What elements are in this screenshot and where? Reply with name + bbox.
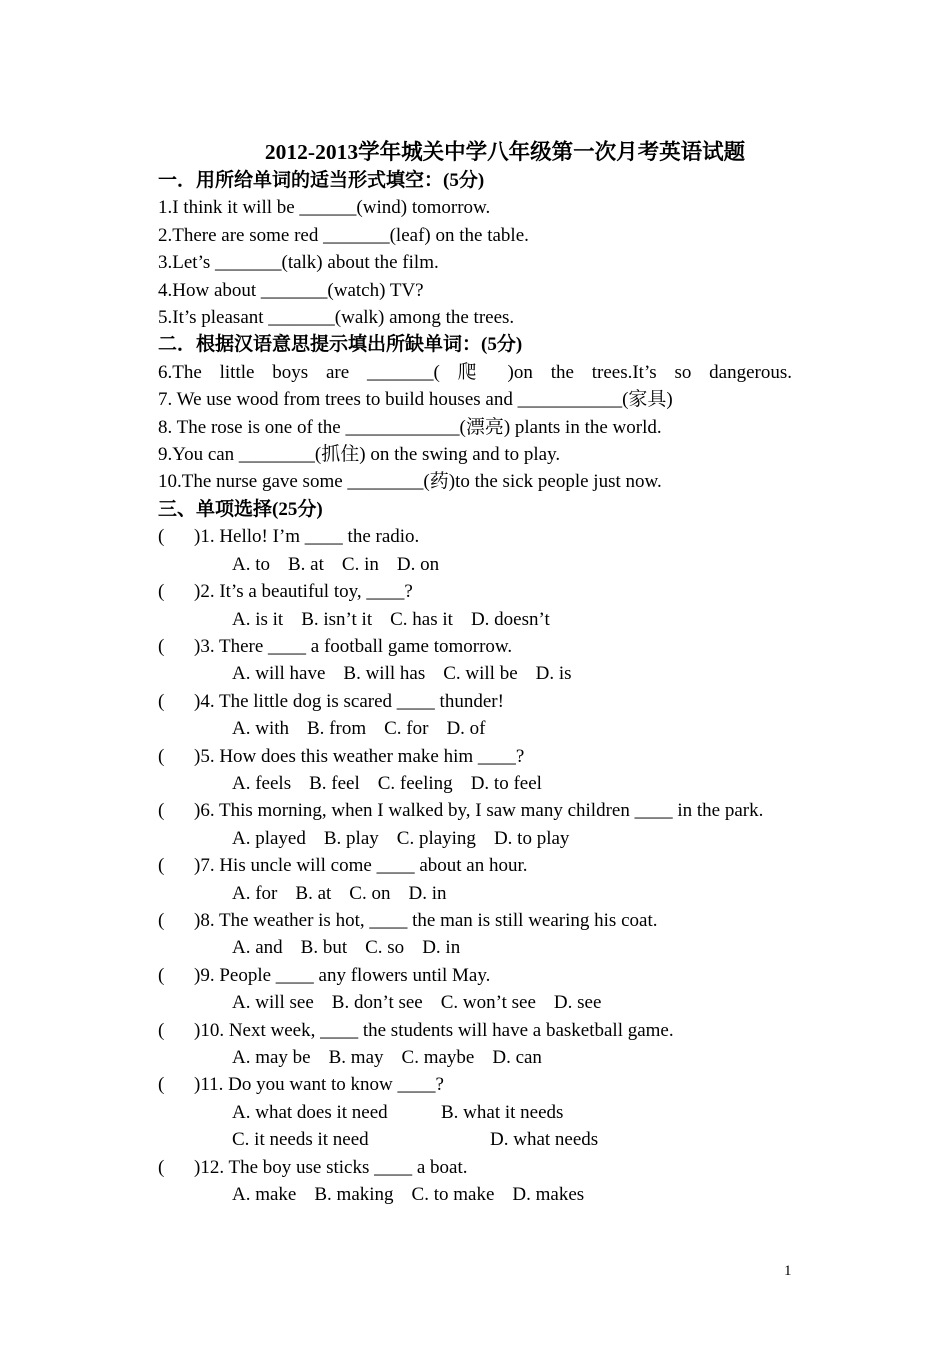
option-c: C. on	[349, 882, 391, 904]
option-b: B. play	[323, 827, 379, 849]
question-stem: )8. The weather is hot, ____ the man is still wearing his coat.	[194, 909, 658, 931]
options-row	[158, 1181, 792, 1208]
options-row	[158, 551, 792, 578]
question-stem: )1. Hello! I’m ____ the radio.	[194, 526, 420, 548]
answer-blank[interactable]: (	[158, 964, 165, 986]
option-d: D. makes	[512, 1184, 585, 1206]
option-c: C. has it	[390, 608, 453, 630]
answer-blank[interactable]: (	[158, 581, 165, 603]
choice-question	[158, 523, 792, 550]
choice-question	[158, 688, 792, 715]
options-row	[158, 934, 792, 961]
choice-question	[158, 962, 792, 989]
fill-question: 1.I think it will be ______(wind) tomorrow.	[158, 197, 491, 219]
option-c: C. it needs it need	[232, 1129, 369, 1151]
option-a: A. played	[232, 827, 306, 849]
choice-question	[158, 578, 792, 605]
option-b: B. from	[307, 718, 367, 740]
option-b: B. will has	[343, 663, 426, 685]
option-c: C. for	[384, 718, 429, 740]
choice-question	[158, 907, 792, 934]
answer-blank[interactable]: (	[158, 855, 165, 877]
option-a: A. to	[232, 553, 270, 575]
options-row	[158, 1126, 792, 1153]
options-row	[158, 880, 792, 907]
hint-question: 7. We use wood from trees to build houses and ___________(家具)	[158, 389, 673, 411]
question-stem: )3. There ____ a football game tomorrow.	[194, 635, 513, 657]
answer-blank[interactable]: (	[158, 909, 165, 931]
choice-question	[158, 1017, 792, 1044]
option-a: A. with	[232, 718, 289, 740]
options-row	[158, 770, 792, 797]
answer-blank[interactable]: (	[158, 635, 165, 657]
choice-question	[158, 797, 792, 824]
answer-blank[interactable]: (	[158, 690, 165, 712]
option-c: C. maybe	[401, 1047, 475, 1068]
choice-question	[158, 633, 792, 660]
options-row	[158, 606, 792, 633]
exam-title: 2012-2013学年城关中学八年级第一次月考英语试题	[264, 140, 746, 164]
answer-blank[interactable]: (	[158, 745, 165, 767]
question-stem: )11. Do you want to know ____?	[194, 1074, 444, 1096]
choice-question	[158, 743, 792, 770]
hint-question: 9.You can ________(抓住) on the swing and to play.	[158, 444, 561, 466]
question-stem: )7. His uncle will come ____ about an hour.	[194, 855, 528, 877]
page-number: 1	[784, 1263, 792, 1279]
answer-blank[interactable]: (	[158, 1019, 165, 1041]
question-stem: )2. It’s a beautiful toy, ____?	[194, 581, 413, 603]
option-c: C. will be	[443, 663, 518, 685]
answer-blank[interactable]: (	[158, 1156, 165, 1178]
fill-question: 5.It’s pleasant _______(walk) among the trees.	[158, 307, 515, 329]
option-d: D. what needs	[490, 1129, 599, 1151]
fill-question: 2.There are some red _______(leaf) on the table.	[158, 224, 529, 246]
question-stem: )6. This morning, when I walked by, I saw many children ____ in the park.	[194, 800, 764, 822]
option-a: A. and	[232, 937, 283, 959]
option-d: D. in	[422, 937, 461, 959]
option-a: A. what does it need	[232, 1101, 388, 1123]
option-b: B. isn’t it	[301, 608, 373, 630]
option-d: D. in	[408, 882, 447, 904]
option-c: C. playing	[396, 827, 476, 849]
option-d: D. can	[492, 1047, 542, 1068]
option-d: D. on	[396, 553, 440, 575]
option-a: A. make	[232, 1184, 297, 1206]
options-row	[158, 660, 792, 687]
options-row	[158, 715, 792, 742]
option-b: B. feel	[309, 772, 360, 794]
option-d: D. see	[553, 992, 602, 1014]
option-a: A. may be	[232, 1047, 311, 1068]
option-c: C. to make	[411, 1184, 495, 1206]
options-row	[158, 825, 792, 852]
question-stem: )4. The little dog is scared ____ thunder!	[194, 690, 504, 712]
exam-content	[158, 137, 792, 1208]
options-row	[158, 1099, 792, 1126]
hint-question: 6.The little boys are _______( 爬 )on the trees.It’s so dangerous.	[158, 361, 792, 383]
option-b: B. at	[295, 882, 332, 904]
answer-blank[interactable]: (	[158, 800, 165, 822]
option-c: C. feeling	[377, 772, 453, 794]
section-heading-3: 三、单项选择(25分)	[158, 498, 323, 520]
choice-question	[158, 1154, 792, 1181]
question-stem: )9. People ____ any flowers until May.	[194, 964, 491, 986]
option-d: D. to feel	[470, 772, 542, 794]
choice-question	[158, 1071, 792, 1098]
choice-question	[158, 852, 792, 879]
option-b: B. at	[288, 553, 324, 575]
option-d: D. of	[446, 718, 486, 740]
option-c: C. won’t see	[440, 992, 536, 1014]
fill-question: 3.Let’s _______(talk) about the film.	[158, 252, 439, 274]
fill-question: 4.How about _______(watch) TV?	[158, 279, 424, 301]
section-heading-2: 二．根据汉语意思提示填出所缺单词：(5分)	[158, 334, 523, 356]
hint-question: 10.The nurse gave some ________(药)to the sick people just now.	[158, 471, 662, 493]
question-stem: )12. The boy use sticks ____ a boat.	[194, 1156, 468, 1178]
option-b: B. what it needs	[441, 1101, 564, 1123]
option-d: D. doesn’t	[470, 608, 550, 630]
option-d: D. is	[535, 663, 572, 685]
option-c: C. in	[341, 553, 379, 575]
question-stem: )5. How does this weather make him ____?	[194, 745, 525, 767]
option-a: A. feels	[232, 772, 292, 794]
answer-blank[interactable]: (	[158, 1074, 165, 1096]
option-b: B. making	[314, 1184, 394, 1206]
option-b: B. may	[328, 1047, 384, 1068]
option-a: A. will see	[232, 992, 314, 1014]
option-a: A. is it	[232, 608, 284, 630]
option-c: C. so	[365, 937, 405, 959]
options-row	[158, 989, 792, 1016]
option-a: A. will have	[232, 663, 326, 685]
hint-question: 8. The rose is one of the ____________(漂亮) plants in the world.	[158, 416, 662, 438]
option-a: A. for	[232, 882, 278, 904]
section-heading-1: 一．用所给单词的适当形式填空：(5分)	[158, 170, 485, 191]
options-row	[158, 1044, 792, 1071]
answer-blank[interactable]: (	[158, 526, 165, 548]
question-stem: )10. Next week, ____ the students will have a basketball game.	[194, 1019, 674, 1041]
option-b: B. but	[300, 937, 348, 959]
option-d: D. to play	[493, 827, 570, 849]
option-b: B. don’t see	[331, 992, 423, 1014]
